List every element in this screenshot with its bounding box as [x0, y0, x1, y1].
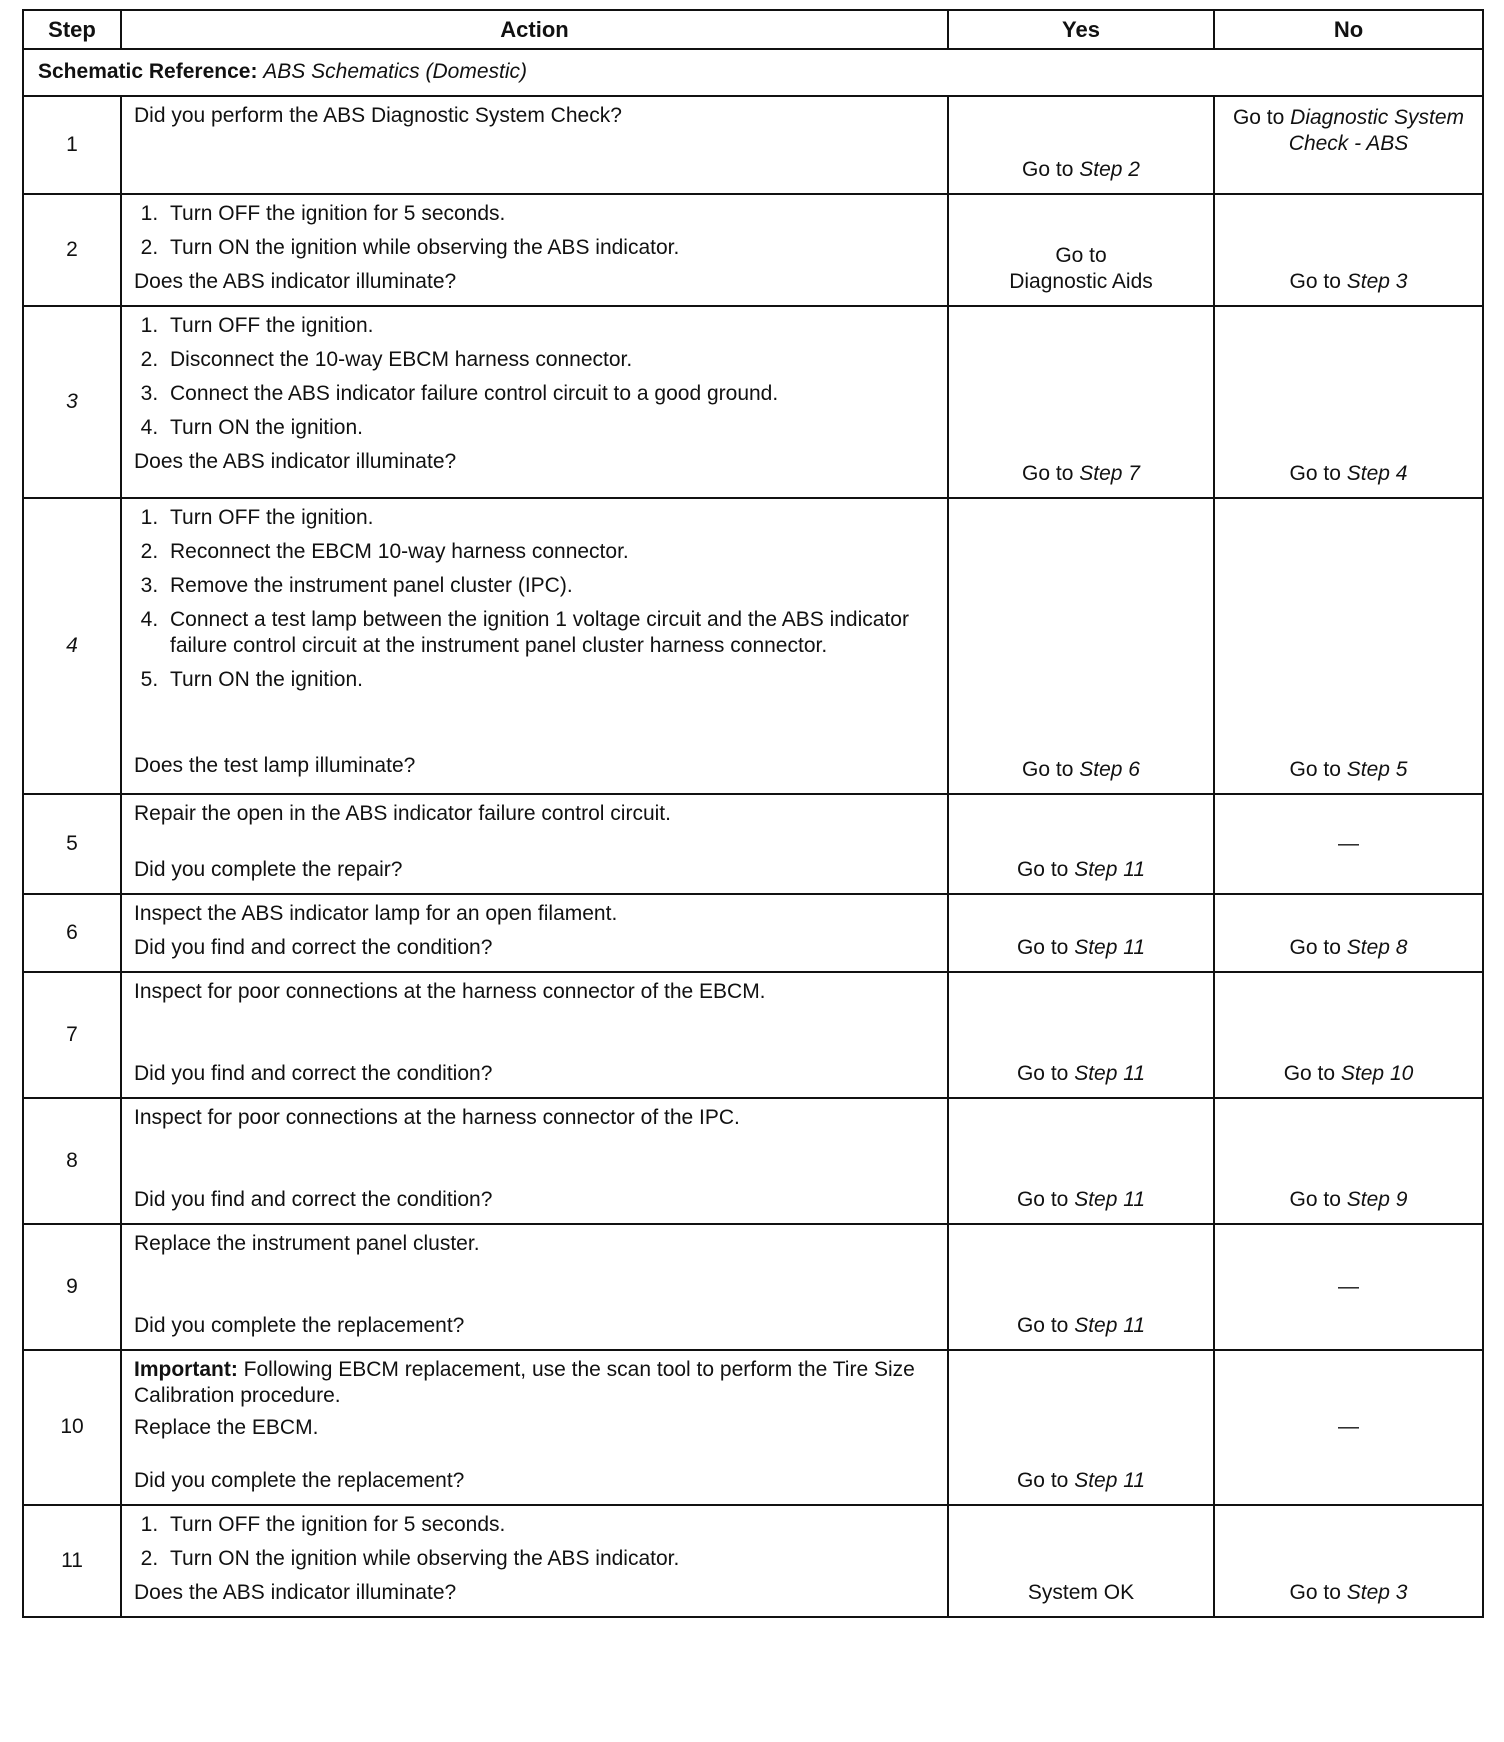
yes-prefix: Go to [1016, 1188, 1069, 1212]
no-prefix: Go to [1289, 936, 1341, 960]
yes-text: Diagnostic Aids [1009, 270, 1153, 294]
no-prefix: Go to [1289, 758, 1341, 782]
no-step-ref: Step 4 [1346, 462, 1408, 486]
procedure-item: 4. Connect a test lamp between the ignition 1 voltage circuit and the ABS indicator failure control circuit at the instrument panel cluster harness connector. [164, 607, 937, 659]
table-row [23, 306, 1483, 498]
no-step-ref: Step 9 [1346, 1188, 1408, 1212]
yes-cell [948, 1350, 1214, 1504]
important-text: Following EBCM replacement, use the scan tool to perform the Tire Size Calibration procedure. [134, 1358, 915, 1408]
no-step-ref: Step 3 [1346, 1580, 1408, 1604]
yes-prefix: Go to [1016, 936, 1069, 960]
yes-cell [948, 96, 1214, 194]
action-cell [121, 498, 948, 794]
table-row [23, 1224, 1483, 1350]
step-number: 2 [23, 194, 121, 306]
schematic-label: Schematic Reference: [38, 60, 258, 84]
step-number: 5 [23, 794, 121, 894]
action-cell [121, 1098, 948, 1224]
no-prefix: Go to [1289, 1580, 1341, 1604]
procedure-item: 5. Turn ON the ignition. [164, 667, 937, 693]
procedure-list [134, 313, 937, 441]
no-cell [1214, 194, 1483, 306]
action-question: Does the ABS indicator illuminate? [134, 270, 457, 294]
procedure-item: 2. Turn ON the ignition while observing the ABS indicator. [164, 235, 937, 261]
action-question: Did you find and correct the condition? [134, 1188, 493, 1212]
no-cell: — [1214, 794, 1483, 894]
yes-prefix: Go to [1022, 758, 1074, 782]
procedure-item: 1. Turn OFF the ignition. [164, 505, 937, 531]
yes-step-ref: Step 11 [1074, 1062, 1146, 1086]
procedure-list [134, 505, 937, 693]
yes-cell [948, 794, 1214, 894]
table-row [23, 1505, 1483, 1617]
schematic-reference [23, 49, 1483, 96]
header-row [23, 10, 1483, 49]
table-row [23, 194, 1483, 306]
step-number: 10 [23, 1350, 121, 1504]
yes-step-ref: Step 2 [1079, 157, 1140, 181]
action-cell [121, 1224, 948, 1350]
step-number [23, 498, 121, 794]
procedure-item: 1. Turn OFF the ignition for 5 seconds. [164, 201, 937, 227]
table-row [23, 1350, 1483, 1504]
yes-cell [948, 498, 1214, 794]
diagnostic-table [22, 9, 1484, 1618]
procedure-item: 3. Connect the ABS indicator failure control circuit to a good ground. [164, 381, 937, 407]
header-action: Action [121, 10, 948, 49]
step-number: 7 [23, 972, 121, 1098]
no-step-ref: Step 3 [1346, 270, 1408, 294]
procedure-item: 3. Remove the instrument panel cluster (IPC). [164, 573, 937, 599]
no-cell: — [1214, 1224, 1483, 1350]
action-cell [121, 894, 948, 972]
no-cell [1214, 306, 1483, 498]
yes-step-ref: Step 11 [1074, 936, 1146, 960]
table-row [23, 972, 1483, 1098]
no-prefix: Go to [1289, 462, 1341, 486]
no-cell: — [1214, 1350, 1483, 1504]
no-prefix: Go to [1289, 270, 1341, 294]
action-question: Does the test lamp illuminate? [134, 754, 416, 778]
yes-cell [948, 894, 1214, 972]
action-cell [121, 306, 948, 498]
step-number: 9 [23, 1224, 121, 1350]
yes-prefix: Go to [1016, 1314, 1069, 1338]
no-prefix: Go to [1283, 1062, 1336, 1086]
no-step-ref: Step 8 [1346, 936, 1408, 960]
action-cell [121, 972, 948, 1098]
action-text: Inspect for poor connections at the harness connector of the IPC. [134, 1106, 740, 1130]
action-text: Repair the open in the ABS indicator failure control circuit. [134, 802, 671, 826]
step-number [23, 306, 121, 498]
no-cell [1214, 96, 1483, 194]
yes-prefix: Go to [1055, 244, 1107, 268]
table-row [23, 96, 1483, 194]
yes-cell [948, 306, 1214, 498]
action-question: Did you complete the replacement? [134, 1468, 465, 1492]
action-cell [121, 794, 948, 894]
action-text: Inspect the ABS indicator lamp for an open filament. [134, 902, 618, 926]
step-number-text: 4 [66, 634, 78, 658]
step-number: 11 [23, 1505, 121, 1617]
header-no: No [1214, 10, 1483, 49]
table-row [23, 498, 1483, 794]
procedure-item: 2. Reconnect the EBCM 10-way harness connector. [164, 539, 937, 565]
action-cell [121, 1505, 948, 1617]
yes-prefix: Go to [1016, 1468, 1069, 1492]
table-row [23, 894, 1483, 972]
action-text: Did you perform the ABS Diagnostic System Check? [134, 104, 622, 127]
action-cell [121, 194, 948, 306]
procedure-item: 4. Turn ON the ignition. [164, 415, 937, 441]
header-yes: Yes [948, 10, 1214, 49]
yes-cell: System OK [948, 1505, 1214, 1617]
procedure-list [134, 201, 937, 261]
schematic-value: ABS Schematics (Domestic) [263, 60, 528, 84]
no-cell [1214, 1505, 1483, 1617]
table-row [23, 794, 1483, 894]
yes-prefix: Go to [1022, 157, 1074, 181]
no-cell [1214, 894, 1483, 972]
yes-cell [948, 972, 1214, 1098]
yes-cell [948, 1098, 1214, 1224]
action-question: Did you complete the replacement? [134, 1314, 465, 1338]
action-cell [121, 96, 948, 194]
no-cell [1214, 972, 1483, 1098]
table-row [23, 1098, 1483, 1224]
yes-step-ref: Step 11 [1074, 1188, 1146, 1212]
action-question: Does the ABS indicator illuminate? [134, 1580, 457, 1604]
yes-prefix: Go to [1022, 462, 1074, 486]
yes-step-ref: Step 11 [1074, 858, 1146, 882]
action-text: Replace the instrument panel cluster. [134, 1232, 480, 1256]
no-prefix: Go to [1289, 1188, 1341, 1212]
yes-step-ref: Step 11 [1074, 1314, 1146, 1338]
action-text: Replace the EBCM. [134, 1416, 319, 1440]
yes-cell [948, 194, 1214, 306]
action-question: Does the ABS indicator illuminate? [134, 450, 457, 474]
header-step: Step [23, 10, 121, 49]
no-cell [1214, 498, 1483, 794]
action-question: Did you find and correct the condition? [134, 1062, 493, 1086]
yes-step-ref: Step 11 [1074, 1468, 1146, 1492]
important-label: Important: [134, 1358, 238, 1382]
step-number: 6 [23, 894, 121, 972]
no-step-ref: Diagnostic System Check - ABS [1288, 106, 1465, 156]
procedure-list [134, 1512, 937, 1572]
action-cell [121, 1350, 948, 1504]
step-number: 8 [23, 1098, 121, 1224]
procedure-item: 1. Turn OFF the ignition for 5 seconds. [164, 1512, 937, 1538]
no-step-ref: Step 10 [1340, 1062, 1414, 1086]
schematic-row [23, 49, 1483, 96]
yes-prefix: Go to [1016, 1062, 1069, 1086]
step-number-text: 3 [66, 390, 78, 414]
action-question: Did you complete the repair? [134, 858, 403, 882]
no-prefix: Go to [1232, 106, 1285, 129]
procedure-item: 2. Turn ON the ignition while observing the ABS indicator. [164, 1546, 937, 1572]
yes-prefix: Go to [1016, 858, 1069, 882]
action-text: Inspect for poor connections at the harness connector of the EBCM. [134, 980, 766, 1004]
yes-step-ref: Step 7 [1079, 462, 1140, 486]
yes-cell [948, 1224, 1214, 1350]
important-note [134, 1357, 937, 1409]
procedure-item: 1. Turn OFF the ignition. [164, 313, 937, 339]
step-number: 1 [23, 96, 121, 194]
procedure-item: 2. Disconnect the 10-way EBCM harness connector. [164, 347, 937, 373]
no-step-ref: Step 5 [1346, 758, 1408, 782]
action-question: Did you find and correct the condition? [134, 936, 493, 960]
no-cell [1214, 1098, 1483, 1224]
yes-step-ref: Step 6 [1079, 758, 1140, 782]
